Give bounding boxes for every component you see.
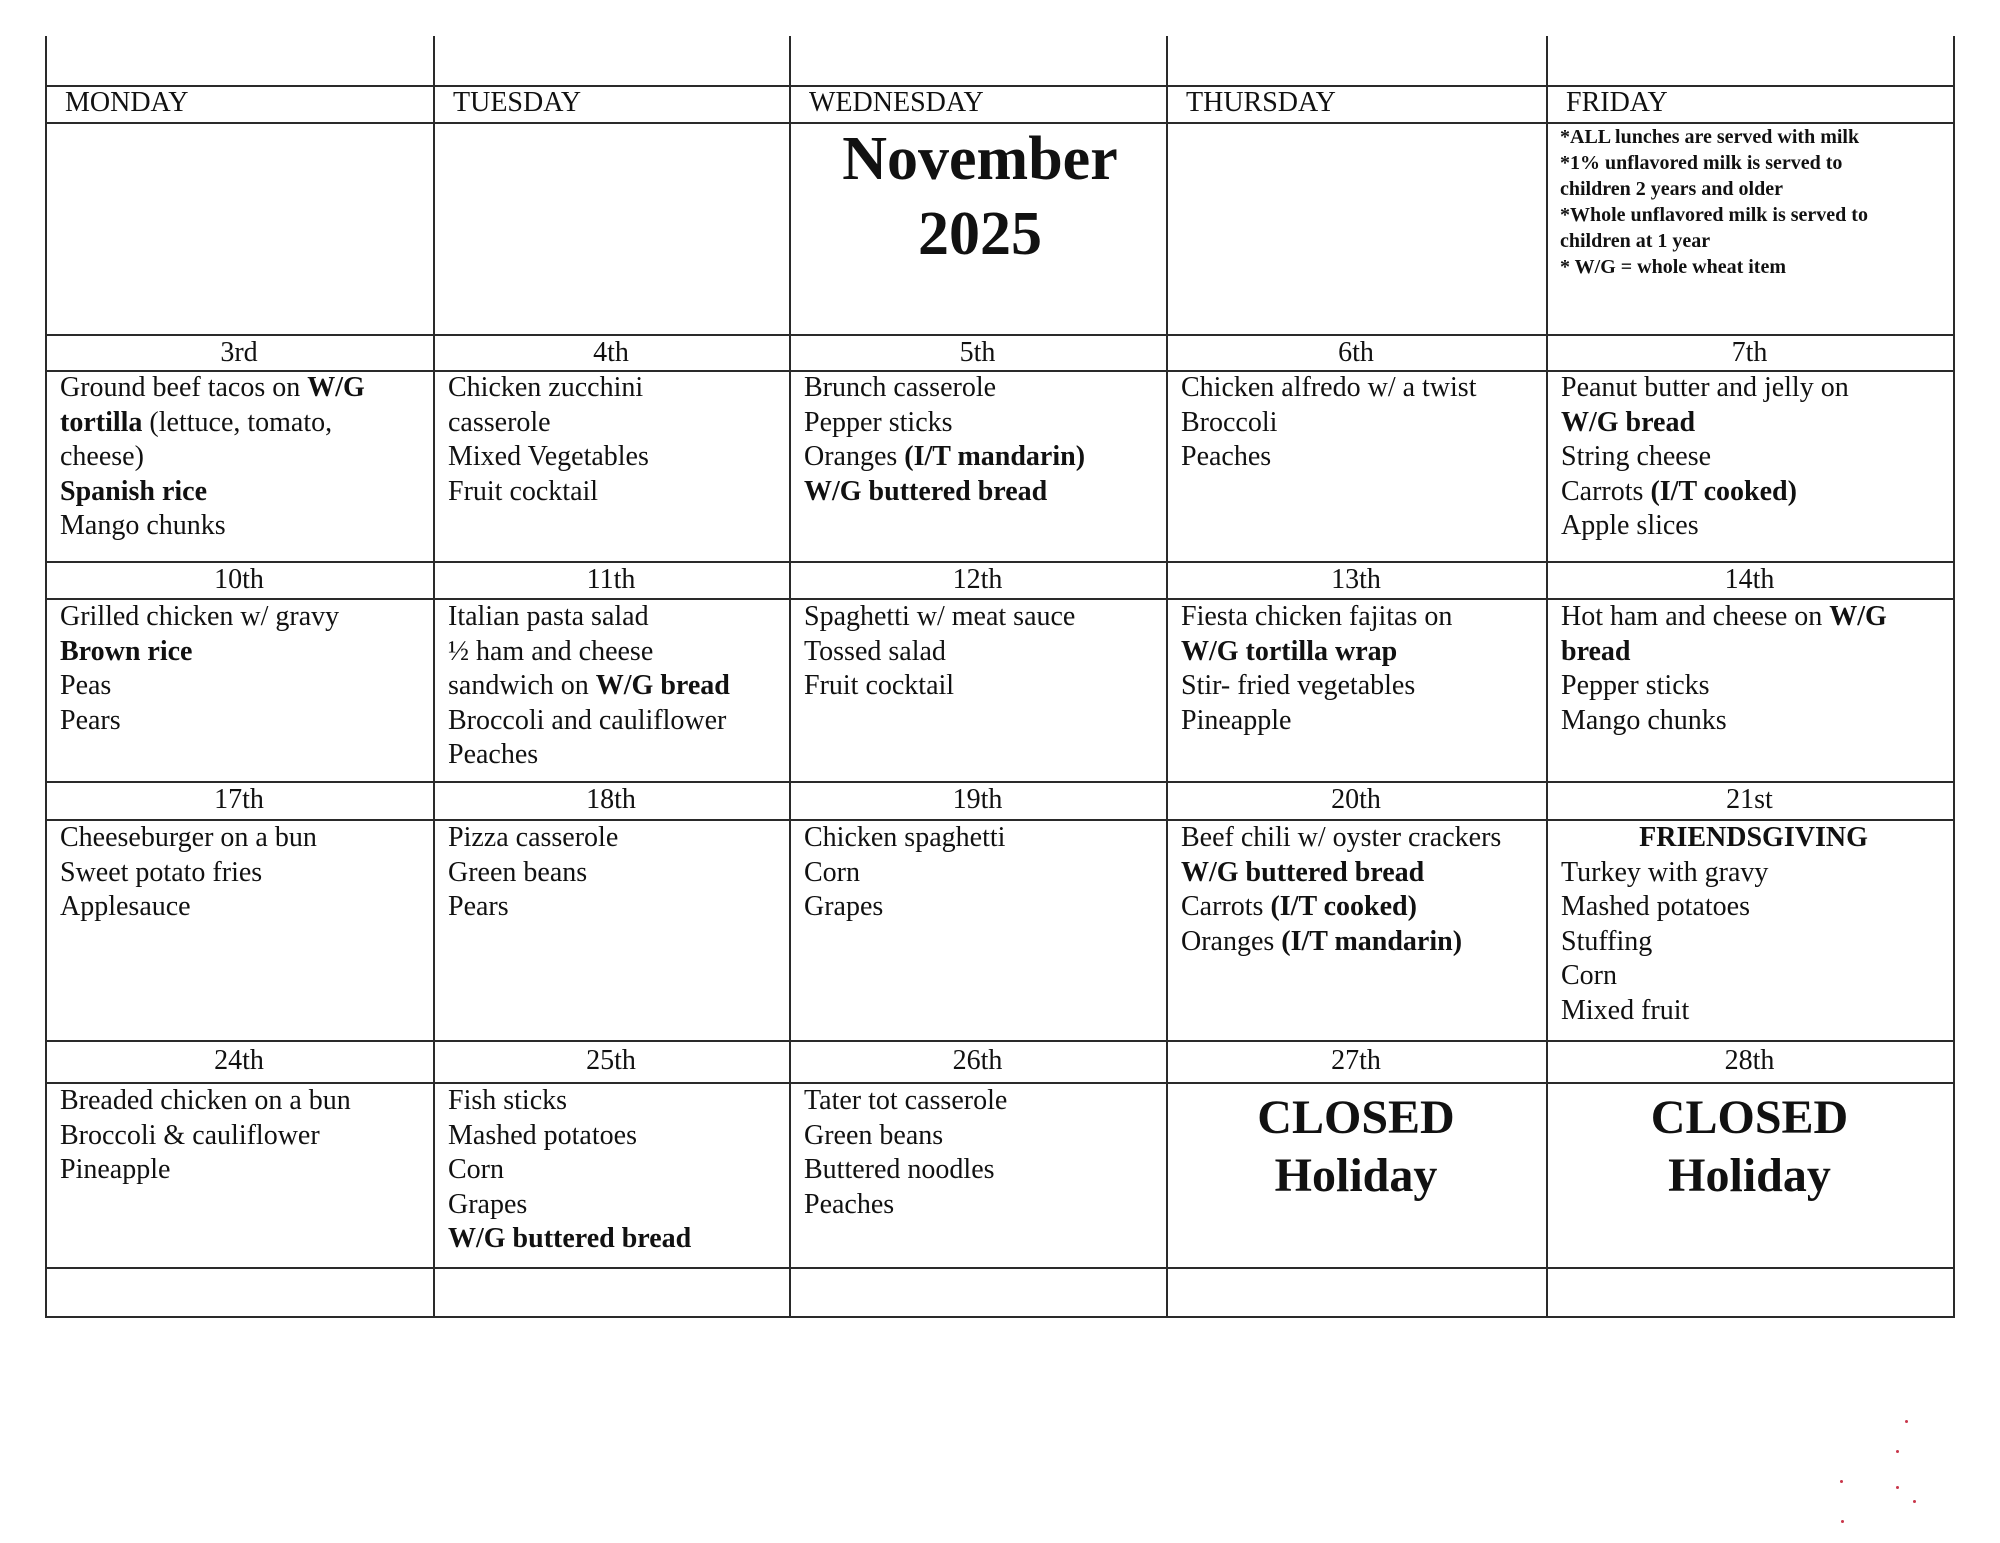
menu-item xyxy=(448,475,782,510)
day-menu-cell xyxy=(1561,371,1946,544)
menu-text-bold: FRIENDSGIVING xyxy=(1639,822,1868,853)
menu-item xyxy=(448,406,782,441)
menu-item xyxy=(1181,856,1539,891)
menu-item xyxy=(448,821,782,856)
menu-item xyxy=(1181,821,1539,856)
menu-item xyxy=(448,1188,782,1223)
menu-item xyxy=(1561,856,1946,891)
menu-text-bold: tortilla xyxy=(60,406,143,438)
note-line: children 2 years and older xyxy=(1560,178,1783,200)
menu-text: Pears xyxy=(448,891,509,922)
holiday-label: Holiday xyxy=(1668,1149,1831,1202)
menu-item xyxy=(448,371,782,406)
menu-text: Apple slices xyxy=(1561,510,1699,541)
day-header-friday: FRIDAY xyxy=(1566,87,1668,118)
menu-item xyxy=(1181,440,1539,475)
closed-label: CLOSED xyxy=(1650,1091,1849,1144)
day-menu-cell xyxy=(448,821,782,925)
menu-item xyxy=(804,1188,1159,1223)
menu-item xyxy=(804,475,1159,510)
day-header-monday: MONDAY xyxy=(65,87,189,118)
menu-text: Turkey with gravy xyxy=(1561,856,1769,888)
scan-speck xyxy=(1905,1420,1908,1423)
menu-item xyxy=(60,890,426,925)
date-label: 5th xyxy=(959,337,996,368)
menu-text: Tater tot casserole xyxy=(804,1085,1008,1116)
menu-text-bold: W/G bread xyxy=(595,670,730,701)
menu-text: Grilled chicken w/ gravy xyxy=(60,601,340,632)
page-title xyxy=(790,122,1170,272)
grid-hline xyxy=(45,85,1955,87)
menu-item xyxy=(1181,406,1539,441)
day-menu-cell xyxy=(60,371,426,544)
menu-text: Hot ham and cheese on xyxy=(1561,601,1830,632)
menu-item xyxy=(1181,890,1539,925)
scan-speck xyxy=(1896,1450,1899,1453)
date-label: 20th xyxy=(1331,784,1381,815)
day-menu-cell xyxy=(1561,821,1946,1028)
menu-text: Green beans xyxy=(804,1119,944,1151)
date-label: 21st xyxy=(1726,784,1773,815)
date-label: 12th xyxy=(952,564,1003,595)
day-menu-cell xyxy=(804,600,1159,704)
menu-text: Breaded chicken on a bun xyxy=(60,1085,351,1116)
menu-item xyxy=(1561,669,1946,704)
menu-text: Peaches xyxy=(448,739,539,770)
menu-item xyxy=(1561,406,1946,441)
day-menu-cell xyxy=(804,1084,1159,1222)
grid-hline xyxy=(45,1267,1955,1269)
grid-vline xyxy=(433,36,435,1318)
date-label: 3rd xyxy=(220,337,258,368)
menu-text: Broccoli & cauliflower xyxy=(60,1119,320,1151)
menu-item xyxy=(1561,600,1946,635)
day-menu-cell xyxy=(448,600,782,773)
menu-text: Corn xyxy=(448,1154,504,1185)
menu-item xyxy=(1561,704,1946,739)
day-menu-cell xyxy=(448,371,782,509)
menu-text-bold: (I/T mandarin) xyxy=(1281,925,1463,957)
menu-text-bold: Spanish rice xyxy=(60,475,208,507)
note-line: *1% unflavored milk is served to xyxy=(1560,152,1843,174)
menu-text: Carrots xyxy=(1181,891,1271,922)
menu-item xyxy=(1561,821,1946,856)
scan-speck xyxy=(1896,1486,1899,1489)
menu-item xyxy=(804,669,1159,704)
menu-text: Fruit cocktail xyxy=(804,670,955,701)
menu-item xyxy=(1561,635,1946,670)
day-menu-cell xyxy=(804,371,1159,509)
menu-text: Peas xyxy=(60,670,112,701)
note-line: *Whole unflavored milk is served to xyxy=(1560,204,1868,226)
day-header-wednesday: WEDNESDAY xyxy=(809,87,984,118)
date-label: 11th xyxy=(586,564,636,595)
title-month: November xyxy=(842,125,1118,193)
menu-text-bold: bread xyxy=(1561,635,1631,667)
menu-item xyxy=(448,600,782,635)
scan-speck xyxy=(1841,1520,1844,1523)
menu-item xyxy=(1561,925,1946,960)
menu-text: Pepper sticks xyxy=(804,406,953,438)
menu-text: Cheeseburger on a bun xyxy=(60,822,317,853)
menu-item xyxy=(1181,669,1539,704)
menu-text: Italian pasta salad xyxy=(448,601,649,632)
menu-text-bold: W/G buttered bread xyxy=(1181,856,1425,888)
menu-text: Broccoli and cauliflower xyxy=(448,704,727,736)
scan-speck xyxy=(1913,1500,1916,1503)
menu-item xyxy=(1561,959,1946,994)
date-label: 6th xyxy=(1338,337,1374,368)
date-label: 27th xyxy=(1331,1045,1381,1076)
menu-item xyxy=(60,856,426,891)
menu-item xyxy=(448,856,782,891)
menu-item xyxy=(1181,600,1539,635)
menu-item xyxy=(804,440,1159,475)
menu-text: Pineapple xyxy=(1181,704,1292,736)
menu-item xyxy=(448,1084,782,1119)
date-label: 19th xyxy=(952,784,1003,815)
grid-vline xyxy=(45,36,47,1318)
menu-item xyxy=(448,440,782,475)
menu-item xyxy=(1561,475,1946,510)
menu-item xyxy=(60,1153,426,1188)
menu-item xyxy=(804,821,1159,856)
closed-holiday-notice xyxy=(1166,1089,1546,1205)
day-header-tuesday: TUESDAY xyxy=(453,87,582,118)
menu-item xyxy=(60,1084,426,1119)
date-label: 24th xyxy=(214,1045,264,1076)
menu-item xyxy=(1561,890,1946,925)
menu-text-bold: (I/T cooked) xyxy=(1270,891,1417,922)
menu-text-bold: Brown rice xyxy=(60,635,193,667)
menu-text: Carrots xyxy=(1561,475,1651,507)
grid-hline xyxy=(45,1316,1955,1318)
menu-text: Corn xyxy=(804,856,860,888)
menu-item xyxy=(60,704,426,739)
menu-text: Pineapple xyxy=(60,1154,171,1185)
date-label: 28th xyxy=(1724,1045,1775,1076)
menu-text: Oranges xyxy=(804,441,905,472)
menu-text: Pizza casserole xyxy=(448,822,619,853)
day-menu-cell xyxy=(60,600,426,738)
menu-item xyxy=(60,635,426,670)
menu-item xyxy=(60,669,426,704)
menu-text: Corn xyxy=(1561,960,1617,991)
menu-text: Stuffing xyxy=(1561,925,1653,957)
menu-text: Pears xyxy=(60,704,121,736)
menu-text: Mixed Vegetables xyxy=(448,441,649,472)
date-label: 13th xyxy=(1331,564,1381,595)
menu-text: Fruit cocktail xyxy=(448,475,599,507)
menu-text: Broccoli xyxy=(1181,406,1278,438)
note-line: children at 1 year xyxy=(1560,230,1711,252)
menu-item xyxy=(804,1084,1159,1119)
date-label: 17th xyxy=(214,784,264,815)
menu-text-bold: W/G buttered bread xyxy=(448,1223,692,1254)
menu-text: Ground beef tacos on xyxy=(60,372,308,403)
menu-item xyxy=(60,1119,426,1154)
menu-item xyxy=(448,1119,782,1154)
menu-item xyxy=(1561,440,1946,475)
menu-item xyxy=(60,475,426,510)
menu-text: Brunch casserole xyxy=(804,372,997,403)
menu-item xyxy=(804,856,1159,891)
scan-speck xyxy=(1840,1480,1843,1483)
menu-item xyxy=(448,738,782,773)
menu-text-bold: W/G xyxy=(307,372,365,403)
date-label: 26th xyxy=(952,1045,1003,1076)
menu-text-bold: (I/T cooked) xyxy=(1650,475,1797,507)
menu-item xyxy=(60,600,426,635)
day-menu-cell xyxy=(60,1084,426,1188)
menu-text: sandwich on xyxy=(448,670,596,701)
menu-text: Mashed potatoes xyxy=(448,1119,637,1151)
menu-text: Beef chili w/ oyster crackers xyxy=(1181,822,1502,853)
menu-text: Applesauce xyxy=(60,891,191,922)
note-line: * W/G = whole wheat item xyxy=(1560,256,1787,278)
menu-text: Chicken spaghetti xyxy=(804,822,1006,853)
date-label: 4th xyxy=(593,337,629,368)
menu-text: Grapes xyxy=(448,1188,528,1220)
menu-text-bold: W/G xyxy=(1829,601,1887,632)
menu-text: Spaghetti w/ meat sauce xyxy=(804,601,1076,632)
menu-text: Mixed fruit xyxy=(1561,994,1690,1026)
day-header-thursday: THURSDAY xyxy=(1186,87,1336,118)
day-menu-cell xyxy=(1181,600,1539,738)
menu-text: Chicken zucchini xyxy=(448,372,644,403)
menu-item xyxy=(1561,509,1946,544)
menu-item xyxy=(60,509,426,544)
date-label: 25th xyxy=(586,1045,636,1076)
note-line: *ALL lunches are served with milk xyxy=(1560,126,1860,148)
grid-hline xyxy=(45,1040,1955,1042)
menu-item xyxy=(448,704,782,739)
date-label: 10th xyxy=(214,564,264,595)
day-menu-cell xyxy=(1561,600,1946,738)
day-menu-cell xyxy=(448,1084,782,1257)
date-label: 7th xyxy=(1731,337,1768,368)
menu-text: Mashed potatoes xyxy=(1561,891,1750,922)
menu-item xyxy=(448,1153,782,1188)
menu-item xyxy=(60,406,426,441)
menu-item xyxy=(60,440,426,475)
milk-notes xyxy=(1560,124,1868,280)
menu-text-bold: (I/T mandarin) xyxy=(904,441,1086,472)
menu-text: Tossed salad xyxy=(804,635,946,667)
menu-item xyxy=(804,1119,1159,1154)
grid-vline xyxy=(1953,36,1955,1318)
menu-text: (lettuce, tomato, xyxy=(142,406,333,438)
title-year: 2025 xyxy=(918,200,1042,268)
menu-text: Pepper sticks xyxy=(1561,670,1710,701)
menu-text: Mango chunks xyxy=(60,510,226,541)
day-menu-cell xyxy=(60,821,426,925)
day-menu-cell xyxy=(1181,371,1539,475)
menu-text: Peaches xyxy=(1181,441,1272,472)
menu-text: ½ ham and cheese xyxy=(448,635,654,667)
menu-text: Fiesta chicken fajitas on xyxy=(1181,601,1453,632)
menu-item xyxy=(804,600,1159,635)
menu-item xyxy=(60,371,426,406)
menu-text: Chicken alfredo w/ a twist xyxy=(1181,372,1477,403)
menu-text: Peanut butter and jelly on xyxy=(1561,372,1849,403)
menu-text-bold: W/G bread xyxy=(1561,406,1696,438)
menu-text: Peaches xyxy=(804,1188,895,1220)
menu-item xyxy=(448,890,782,925)
closed-label: CLOSED xyxy=(1257,1091,1455,1144)
menu-text-bold: W/G tortilla wrap xyxy=(1181,635,1398,667)
date-label: 18th xyxy=(586,784,636,815)
date-label: 14th xyxy=(1724,564,1775,595)
day-menu-cell xyxy=(1181,821,1539,959)
closed-holiday-notice xyxy=(1546,1089,1953,1205)
holiday-label: Holiday xyxy=(1274,1149,1438,1202)
menu-item xyxy=(804,406,1159,441)
menu-text: casserole xyxy=(448,406,551,438)
menu-item xyxy=(804,1153,1159,1188)
menu-item xyxy=(448,635,782,670)
menu-text: Fish sticks xyxy=(448,1085,568,1116)
menu-item xyxy=(448,669,782,704)
menu-text: String cheese xyxy=(1561,441,1712,472)
menu-text: Green beans xyxy=(448,856,588,888)
menu-text: cheese) xyxy=(60,441,144,472)
menu-item xyxy=(1181,925,1539,960)
menu-text: Sweet potato fries xyxy=(60,856,263,888)
menu-text: Oranges xyxy=(1181,925,1282,957)
menu-text: Grapes xyxy=(804,891,884,922)
menu-item xyxy=(1181,371,1539,406)
menu-text: Buttered noodles xyxy=(804,1154,995,1185)
menu-item xyxy=(1181,704,1539,739)
day-menu-cell xyxy=(804,821,1159,925)
menu-item xyxy=(448,1222,782,1257)
menu-item xyxy=(1561,371,1946,406)
menu-text-bold: W/G buttered bread xyxy=(804,475,1048,507)
menu-item xyxy=(804,890,1159,925)
menu-item xyxy=(804,371,1159,406)
menu-text: Mango chunks xyxy=(1561,704,1727,736)
menu-item xyxy=(804,635,1159,670)
menu-text: Stir- fried vegetables xyxy=(1181,670,1416,701)
menu-item xyxy=(1181,635,1539,670)
menu-item xyxy=(60,821,426,856)
menu-item xyxy=(1561,994,1946,1029)
